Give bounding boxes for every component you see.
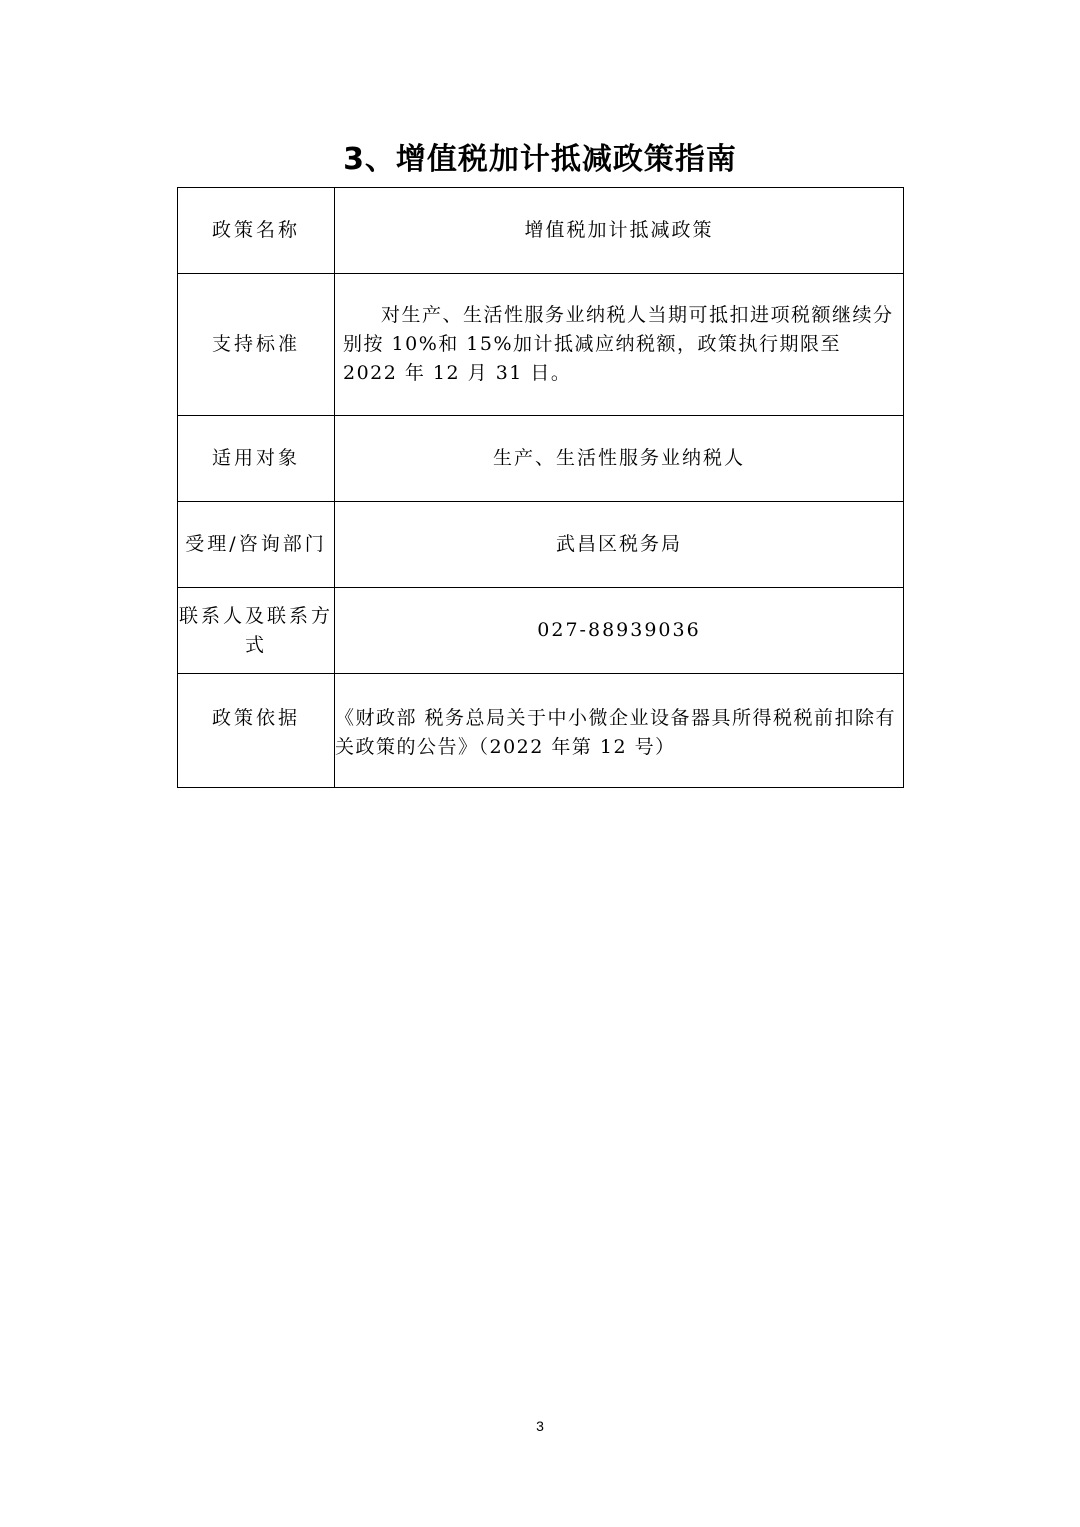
page-number: 3: [536, 1418, 544, 1434]
table-row: [178, 588, 904, 674]
row-value-policy-basis: 《财政部 税务总局关于中小微企业设备器具所得税税前扣除有关政策的公告》（2022 年第 12 号）: [335, 674, 904, 788]
row-label-policy-basis: 政策依据: [178, 674, 335, 788]
row-value-support-standard: 对生产、生活性服务业纳税人当期可抵扣进项税额继续分别按 10%和 15%加计抵减应纳税额，政策执行期限至 2022 年 12 月 31 日。: [335, 274, 904, 416]
row-value-applicable-target: 生产、生活性服务业纳税人: [335, 416, 904, 502]
row-value-contact: 027-88939036: [335, 588, 904, 674]
row-label-department: 受理/咨询部门: [178, 502, 335, 588]
policy-table: [177, 187, 904, 788]
row-value-policy-name: 增值税加计抵减政策: [335, 188, 904, 274]
row-value-department: 武昌区税务局: [335, 502, 904, 588]
row-label-applicable-target: 适用对象: [178, 416, 335, 502]
table-row: [178, 188, 904, 274]
table-row: [178, 274, 904, 416]
table-row: [178, 416, 904, 502]
row-label-contact: 联系人及联系方式: [178, 588, 335, 674]
row-label-support-standard: 支持标准: [178, 274, 335, 416]
table-row: [178, 502, 904, 588]
row-label-policy-name: 政策名称: [178, 188, 335, 274]
page-title: 3、增值税加计抵减政策指南: [343, 142, 737, 177]
table-row: [178, 674, 904, 788]
